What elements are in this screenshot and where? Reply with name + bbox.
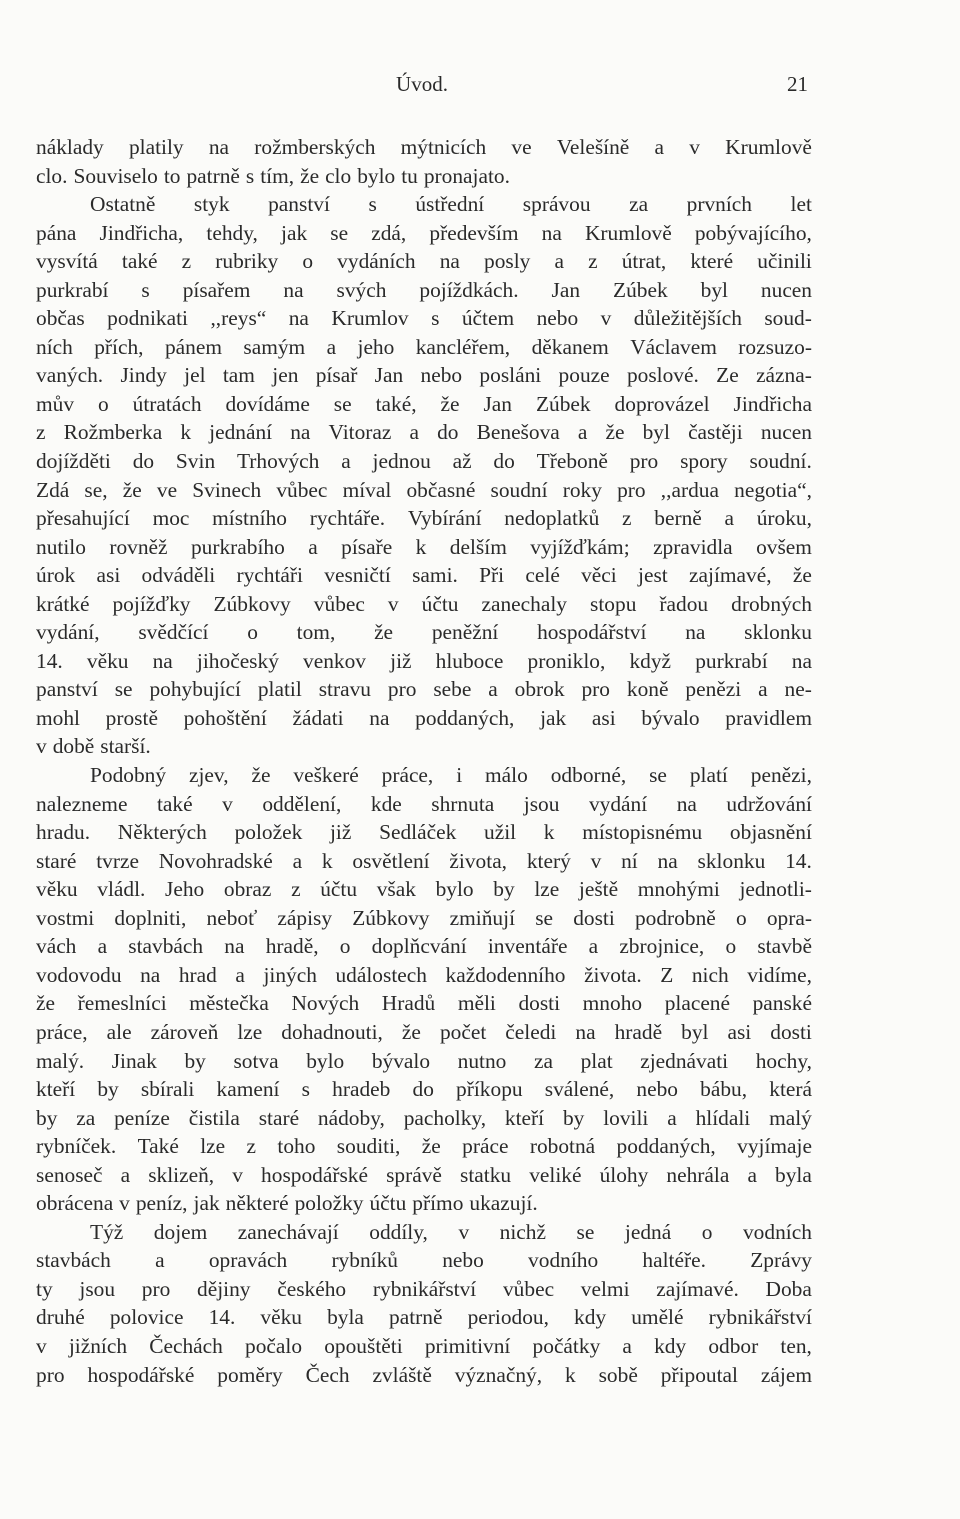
text-line: staré tvrze Novohradské a k osvětlení života, který v ní na sklonku 14. (36, 848, 812, 873)
text-line: druhé polovice 14. věku byla patrně periodou, kdy umělé rybnikářství (36, 1305, 812, 1330)
text-line: v jižních Čechách počalo opouštěti primitivní počátky a kdy odbor ten, (36, 1333, 812, 1358)
text-line: nutilo rovněž purkrabího a písaře k delším vyjížďkám; zpravidla ovšem (36, 534, 812, 559)
text-line: clo. Souviselo to patrně s tím, že clo bylo tu pronajato. (36, 163, 510, 188)
page-header (36, 72, 808, 102)
text-line: Ostatně styk panství s ústřední správou za prvních let (90, 192, 812, 217)
text-line: mohl prostě pohoštění žádati na poddaných, jak asi bývalo pravidlem (36, 705, 812, 730)
page-number: 21 (787, 72, 808, 96)
text-line: pána Jindřicha, tehdy, jak se zdá, především na Krumlově pobývajícího, (36, 220, 812, 245)
text-line: ních přích, pánem samým a jeho kancléřem, děkanem Václavem rozsuzo- (36, 334, 812, 359)
text-line: rybníček. Také lze z toho souditi, že práce robotná poddaných, vyjímaje (36, 1134, 812, 1159)
text-line: Zdá se, že ve Svinech vůbec míval občasné soudní roky pro ,,ardua negotia“, (36, 477, 812, 502)
text-line: by za peníze čistila staré nádoby, pacholky, kteří by lovili a hlídali malý (36, 1105, 812, 1130)
text-line: Týž dojem zanechávají oddíly, v nichž se jedná o vodních (90, 1219, 812, 1244)
text-line: panství se pohybující platil stravu pro sebe a obrok pro koně penězi a ne- (36, 677, 812, 702)
text-line: pro hospodářské poměry Čech zvláště význačný, k sobě připoutal zájem (36, 1362, 812, 1387)
text-line: 14. věku na jihočeský venkov již hluboce proniklo, když purkrabí na (36, 648, 812, 673)
text-line: krátké pojížďky Zúbkovy vůbec v účtu zanechaly stopu řadou drobných (36, 591, 812, 616)
text-line: nalezneme také v oddělení, kde shrnuta jsou vydání na udržování (36, 791, 812, 816)
text-line: z Rožmberka k jednání na Vitoraz a do Benešova a že byl častěji nucen (36, 420, 812, 445)
text-line: že řemeslníci městečka Nových Hradů měli dosti mnoho placené panské (36, 991, 812, 1016)
text-line: vysvítá také z rubriky o vydáních na posly a z útrat, které učinili (36, 249, 812, 274)
text-line: obrácena v peníz, jak některé položky účtu přímo ukazují. (36, 1191, 538, 1216)
text-line: vostmi doplniti, neboť zápisy Zúbkovy zmiňují se dosti podrobně o opra- (36, 905, 812, 930)
text-line: hradu. Některých položek již Sedláček užil k místopisnému objasnění (36, 820, 812, 845)
text-line: purkrabí s písařem na svých pojíždkách. Jan Zúbek byl nucen (36, 277, 812, 302)
text-line: kteří by sbírali kamení s hradeb do příkopu sválené, nebo bábu, která (36, 1077, 812, 1102)
text-line: vydání, svědčící o tom, že peněžní hospodářství na sklonku (36, 620, 812, 645)
text-line: vaných. Jindy jel tam jen písař Jan nebo posláni pouze poslové. Ze zázna- (36, 363, 812, 388)
running-title: Úvod. (396, 72, 448, 96)
text-line: přesahující moc místního rychtáře. Vybírání nedoplatků z berně a úroku, (36, 506, 812, 531)
text-line: malý. Jinak by sotva bylo bývalo nutno za plat zjednávati hochy, (36, 1048, 812, 1073)
text-line: věku vládl. Jeho obraz z účtu však bylo by lze ještě mnohými jednotli- (36, 877, 812, 902)
text-line: vodovodu na hrad a jiných událostech každodenního života. Z nich vidíme, (36, 962, 812, 987)
text-line: ty jsou pro dějiny českého rybnikářství vůbec velmi zajímavé. Doba (36, 1276, 812, 1301)
text-line: vách a stavbách na hradě, o doplňcvání inventáře a zbrojnice, o stavbě (36, 934, 812, 959)
text-line: senoseč a sklizeň, v hospodářské správě statku veliké úlohy nehrála a byla (36, 1162, 812, 1187)
body-text (36, 133, 812, 1389)
text-line: práce, ale zároveň lze dohadnouti, že počet čeledi na hradě byl asi dosti (36, 1019, 812, 1044)
text-line: náklady platily na rožmberských mýtnicích ve Velešíně a v Krumlově (36, 135, 812, 159)
text-line: Podobný zjev, že veškeré práce, i málo odborné, se platí penězi, (90, 763, 812, 788)
text-line: stavbách a opravách rybníků nebo vodního haltéře. Zprávy (36, 1248, 812, 1273)
text-line: mův o útratách dovídáme se také, že Jan Zúbek doprovázel Jindřicha (36, 391, 812, 416)
text-line: dojížděti do Svin Trhových a jednou až do Třeboně pro spory soudní. (36, 449, 812, 474)
text-line: občas podnikati ,,reys“ na Krumlov s účtem nebo v důležitějších soud- (36, 306, 812, 331)
text-line: v době starší. (36, 734, 151, 759)
text-line: úrok asi odváděli rychtáři vesničtí sami. Při celé věci jest zajímavé, že (36, 563, 812, 588)
